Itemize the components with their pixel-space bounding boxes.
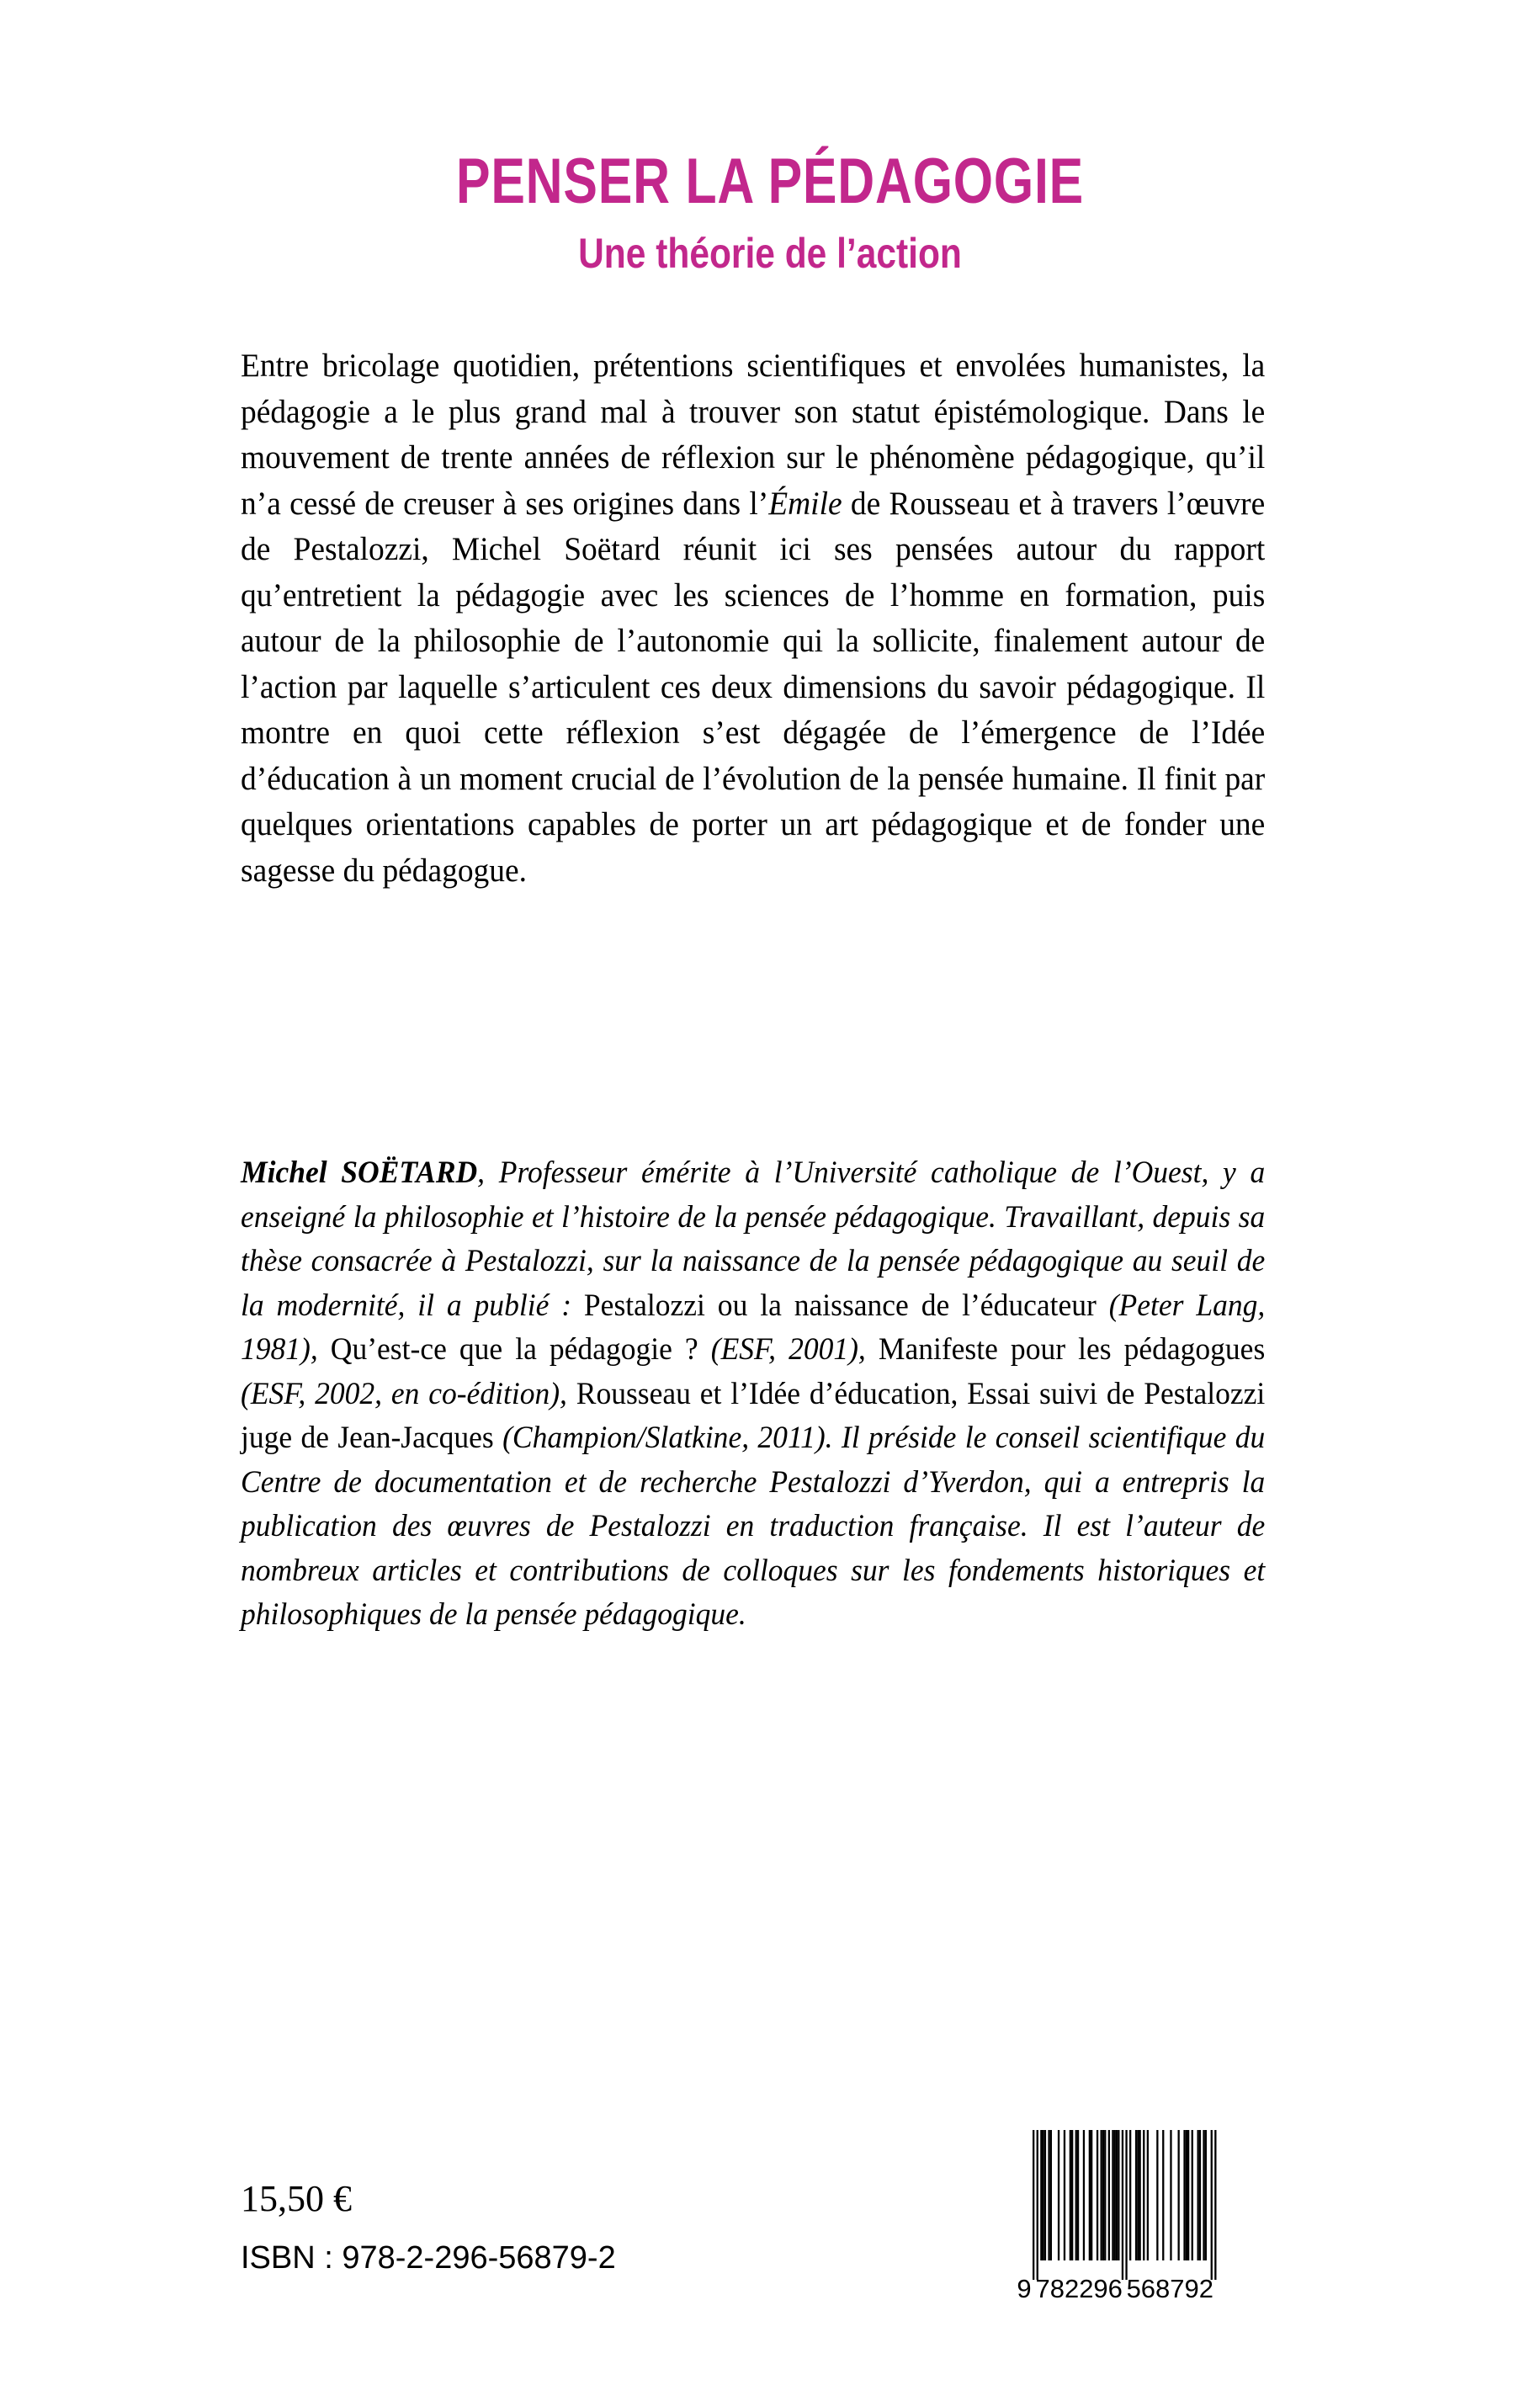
roman-run: de Rousseau et à travers l’œuvre de Pestalozzi, Michel Soëtard réunit ici ses pensées autour du rapport qu’entretient la pédagogie avec les sciences de l’homme en formation, puis autour de la philosophie de l’autonomie qui la sollicite, finalement autour de l’action par laquelle s’articulent ces deux dimensions du savoir pédagogique. Il montre en quoi cette réflexion s’est dégagée de l’émergence de l’Idée d’éducation à un moment crucial de l’évolution de la pensée humaine. Il finit par quelques orientations capables de porter un art pédagogique et de fonder une sagesse du pédagogue.	[241, 485, 1266, 889]
svg-text:568792: 568792	[1126, 2274, 1214, 2302]
isbn-label: ISBN : 978-2-296-56879-2	[241, 2240, 616, 2276]
italic-run: (Champion/Slatkine, 2011). Il préside le conseil scientifique du Centre de documentation et de recherche Pestalozzi d’Yverdon, qui a entrepris la publication des œuvres de Pestalozzi en traduction française. Il est l’auteur de nombreux articles et contributions de colloques sur les fondements historiques et philosophiques de la pensée pédagogique.	[241, 1421, 1266, 1632]
price-label: 15,50 €	[241, 2178, 352, 2219]
page-subtitle: Une théorie de l’action	[578, 230, 962, 277]
roman-run: Manifeste pour les pédagogues	[878, 1332, 1266, 1367]
roman-run: Pestalozzi ou la naissance de l’éducateur	[583, 1288, 1109, 1323]
italic-run: , Professeur émérite à l’Université catholique de l’Ouest, y a enseigné la philosophie et l’histoire de la pensée pédagogique. Travaillant, depuis sa thèse consacrée à Pestalozzi, sur la naissance de la pensée pédagogique au seuil de la modernité, il a publié :	[241, 1155, 1266, 1323]
author-bio-paragraph	[241, 1151, 1265, 1638]
page-title: PENSER LA PÉDAGOGIE	[455, 146, 1085, 217]
svg-text:782296: 782296	[1035, 2274, 1123, 2302]
roman-run: Rousseau et l’Idée d’éducation, Essai suivi de Pestalozzi juge de Jean-Jacques	[241, 1376, 1266, 1455]
author-name: Michel SOËTARD	[241, 1155, 478, 1190]
roman-run: Qu’est-ce que la pédagogie ?	[330, 1332, 711, 1367]
svg-text:9: 9	[1017, 2274, 1032, 2302]
italic-run: (ESF, 2002, en co-édition),	[241, 1376, 576, 1411]
italic-run: (Peter Lang, 1981),	[241, 1288, 1266, 1367]
blurb-paragraph	[241, 343, 1265, 894]
title-block	[0, 146, 1540, 277]
roman-run: Entre bricolage quotidien, prétentions scientifiques et envolées humanistes, la pédagogie a le plus grand mal à trouver son statut épistémologique. Dans le mouvement de trente années de réflexion sur le phénomène pédagogique, qu’il n’a cessé de creuser à ses origines dans l’	[241, 348, 1266, 522]
italic-run: Émile	[768, 485, 842, 522]
ean13-barcode	[1014, 2125, 1283, 2302]
barcode-svg	[1014, 2125, 1283, 2302]
italic-run: (ESF, 2001),	[710, 1332, 879, 1367]
